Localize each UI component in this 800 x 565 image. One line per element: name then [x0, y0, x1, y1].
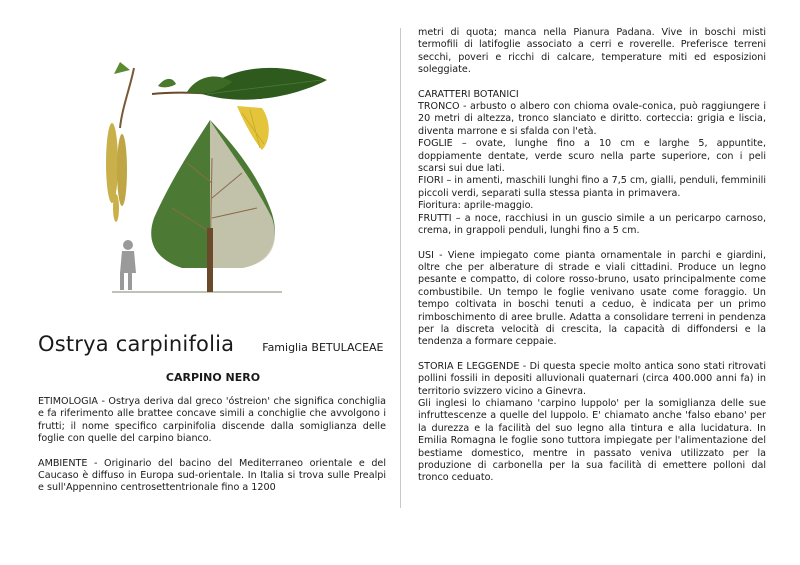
- catkin-male-2: [117, 134, 127, 206]
- common-name: CARPINO NERO: [165, 371, 261, 384]
- right-column: [418, 27, 766, 485]
- species-name: Ostrya carpinifolia: [38, 332, 235, 356]
- tronco-paragraph: TRONCO - arbusto o albero con chioma ovale-conica, può raggiungere i 20 metri di altezza, tronco slanciato e diritto. corteccia: grigia e liscia, diventa marrone e si sfalda con l'età.: [418, 101, 766, 137]
- frutti-paragraph: FRUTTI – a noce, racchiusi in un guscio simile a un pericarpo carnoso, crema, in grappoli penduli, lunghi fino a 5 cm.: [418, 212, 766, 237]
- column-divider: [400, 28, 401, 508]
- human-figure: [120, 251, 136, 290]
- usi-paragraph: USI - Viene impiegato come pianta ornamentale in parchi e giardini, oltre che per alberature di strade e viali cittadini. Produce un legno pesante e compatto, di colore rosso-bruno, usato principalmente come combustibile. Un tempo le foglie venivano usate come foraggio. Un tempo coltivata in boschi tenuti a ceduo, è indicata per un primo rimboschimento di aree brulle. Adatta a consolidare terreni in pendenza per la discreta velocità di crescita, la capacità di diffondersi e la tendenza a formare ceppaie.: [418, 249, 766, 348]
- inglesi-paragraph: Gli inglesi lo chiamano 'carpino luppolo' per la somiglianza delle sue infruttescenze a quelle del luppolo. E' chiamato anche 'falso ebano' per la durezza e la facilità del suo legno alla tintura e alla lucidatura. In Emilia Romagna le foglie sono tuttora impiegate per l'alimentazione del bestiame domestico, mentre in passato veniva utilizzato per la produzione di carbonella per la sua facilità di emettere polloni dal tronco ceduato.: [418, 397, 766, 484]
- left-column: [38, 396, 386, 495]
- ambiente-continued: metri di quota; manca nella Pianura Padana. Vive in boschi misti termofili di latifoglie associato a cerri e roverelle. Preferisce terreni secchi, poveri e ricchi di calcare, temperature miti ed esposizioni soleggiate.: [418, 27, 766, 76]
- botanical-illustration: [92, 58, 342, 303]
- etimologia-paragraph: ETIMOLOGIA - Ostrya deriva dal greco 'óstreion' che significa conchiglia e fa riferimento alle brattee concave simili a conchiglie che avvolgono i frutti; il nome specifico carpinifolia discende dalla somiglianza delle foglie con quelle del carpino bianco.: [38, 396, 386, 445]
- storia-paragraph: STORIA E LEGGENDE - Di questa specie molto antica sono stati ritrovati pollini fossili in depositi alluvionali quaternari (circa 400.000 anni fa) in territorio svizzero vicino a Ginevra.: [418, 360, 766, 397]
- bud-leaf: [114, 62, 130, 74]
- fioritura-line: Fioritura: aprile-maggio.: [418, 200, 534, 212]
- tree-trunk: [207, 228, 213, 292]
- human-head: [123, 240, 133, 250]
- catkin-male-1: [106, 123, 118, 203]
- ambiente-paragraph: AMBIENTE - Originario del bacino del Mediterraneo orientale e del Caucaso è diffuso in Europa sud-orientale. In Italia si trova sulle Prealpi e sull'Appennino centrosettentrionale fino a 1200: [38, 457, 386, 494]
- catkin-twig: [120, 68, 134, 128]
- family-name: Famiglia BETULACEAE: [262, 341, 384, 354]
- fiori-paragraph: FIORI – in amenti, maschili lunghi fino a 7,5 cm, gialli, penduli, femminili piccoli verdi, separati sulla stessa pianta in primavera.: [418, 175, 766, 199]
- caratteri-heading: CARATTERI BOTANICI: [418, 88, 519, 100]
- foglie-paragraph: FOGLIE – ovate, lunghe fino a 10 cm e larghe 5, appuntite, doppiamente dentate, verde scuro nella parte superiore, con i peli scarsi sui due lati.: [418, 138, 766, 175]
- title-row: [38, 332, 388, 356]
- leaf-bud: [158, 79, 176, 87]
- catkin-male-3: [113, 194, 119, 222]
